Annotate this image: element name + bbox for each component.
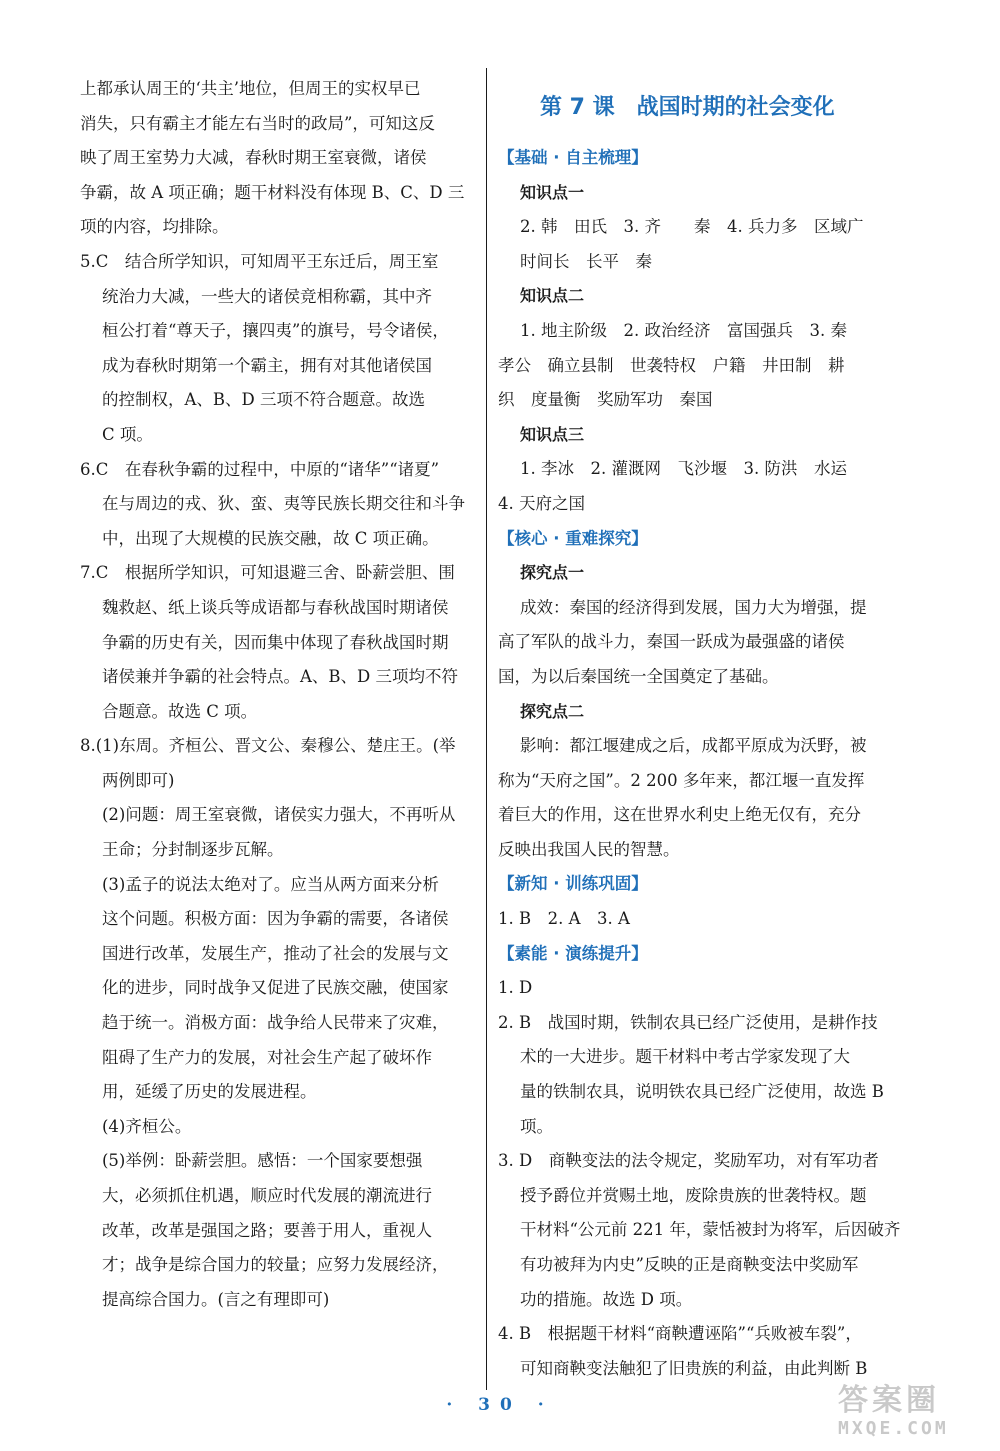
left-text-line: 在与周边的戎、狄、蛮、夷等民族长期交往和斗争	[102, 494, 465, 514]
right-text-line: 2. 韩 田氏 3. 齐 秦 4. 兵力多 区域广	[520, 217, 864, 237]
left-text-line: 才；战争是综合国力的较量；应努力发展经济，	[102, 1255, 449, 1275]
subsection-heading: 知识点一	[520, 182, 585, 202]
left-text-line: 项的内容，均排除。	[80, 217, 229, 237]
left-text-line: 争霸，故 A 项正确；题干材料没有体现 B、C、D 三	[80, 182, 465, 202]
right-text-line: 1. 地主阶级 2. 政治经济 富国强兵 3. 秦	[520, 320, 847, 340]
left-text-line: 争霸的历史有关，因而集中体现了春秋战国时期	[102, 632, 449, 652]
subsection-heading: 探究点一	[520, 563, 585, 583]
right-text-line: 织 度量衡 奖励军功 秦国	[498, 390, 713, 410]
left-text-line: 5.C 结合所学知识，可知周平王东迁后，周王室	[80, 251, 439, 271]
right-text-line: 高了军队的战斗力，秦国一跃成为最强盛的诸侯	[498, 632, 845, 652]
left-text-line: 8.(1)东周。齐桓公、晋文公、秦穆公、楚庄王。(举	[80, 736, 456, 756]
right-text-line: 4. B 根据题干材料“商鞅遭诬陷”“兵败被车裂”，	[498, 1324, 862, 1344]
left-text-line: 桓公打着“尊天子，攘四夷”的旗号，号令诸侯，	[102, 321, 449, 341]
right-text-line: 4. 天府之国	[498, 493, 585, 513]
right-text-line: 1. D	[498, 978, 533, 998]
left-text-line: 这个问题。积极方面：因为争霸的需要，各诸侯	[102, 909, 449, 929]
left-text-line: 6.C 在春秋争霸的过程中，中原的“诸华”“诸夏”	[80, 459, 440, 479]
left-text-line: 诸侯兼并争霸的社会特点。A、B、D 三项均不符	[102, 667, 459, 687]
watermark-logo	[838, 1384, 988, 1446]
lesson-title: 第 7 课 战国时期的社会变化	[540, 95, 835, 120]
section-heading: 【核心 · 重难探究】	[498, 528, 648, 548]
left-text-line: 合题意。故选 C 项。	[102, 701, 258, 721]
page-number: · 30 ·	[446, 1395, 554, 1415]
left-text-line: 两例即可)	[102, 770, 175, 790]
right-text-line: 授予爵位并赏赐土地，废除贵族的世袭特权。题	[520, 1185, 867, 1205]
watermark-text: 答案圈	[838, 1383, 940, 1418]
right-text-line: 2. B 战国时期，铁制农具已经广泛使用，是耕作技	[498, 1012, 878, 1032]
left-text-line: (5)举例：卧薪尝胆。感悟：一个国家要想强	[102, 1151, 423, 1171]
left-text-line: 用，延缓了历史的发展进程。	[102, 1082, 317, 1102]
right-text-line: 项。	[520, 1116, 553, 1136]
left-column	[80, 72, 478, 1317]
left-text-line: 国进行改革，发展生产，推动了社会的发展与文	[102, 943, 449, 963]
right-text-line: 孝公 确立县制 世袭特权 户籍 井田制 耕	[498, 355, 845, 375]
left-text-line: (3)孟子的说法太绝对了。应当从两方面来分析	[102, 874, 439, 894]
left-text-line: 中，出现了大规模的民族交融，故 C 项正确。	[102, 528, 439, 548]
right-text-line: 功的措施。故选 D 项。	[520, 1289, 693, 1309]
subsection-heading: 探究点二	[520, 701, 585, 721]
left-text-line: 提高综合国力。(言之有理即可)	[102, 1289, 330, 1309]
left-text-line: 化的进步，同时战争又促进了民族交融，使国家	[102, 978, 449, 998]
left-text-line: 映了周王室势力大减，春秋时期王室衰微，诸侯	[80, 148, 427, 168]
left-text-line: C 项。	[102, 424, 153, 444]
left-text-line: 的控制权，A、B、D 三项不符合题意。故选	[102, 390, 426, 410]
subsection-heading: 知识点二	[520, 286, 585, 306]
right-column	[498, 141, 918, 1386]
watermark-url: MXQE.COM	[838, 1418, 949, 1439]
right-text-line: 可知商鞅变法触犯了旧贵族的利益，由此判断 B	[520, 1358, 868, 1378]
right-text-line: 量的铁制农具，说明铁农具已经广泛使用，故选 B	[520, 1082, 884, 1102]
left-text-line: 成为春秋时期第一个霸主，拥有对其他诸侯国	[102, 355, 432, 375]
right-text-line: 影响：都江堰建成之后，成都平原成为沃野，被	[520, 736, 867, 756]
right-text-line: 1. 李冰 2. 灌溉网 飞沙堰 3. 防洪 水运	[520, 459, 847, 479]
left-text-line: 魏救赵、纸上谈兵等成语都与春秋战国时期诸侯	[102, 597, 449, 617]
left-text-line: 趋于统一。消极方面：战争给人民带来了灾难，	[102, 1013, 449, 1033]
section-heading: 【基础 · 自主梳理】	[498, 148, 648, 167]
section-heading: 【新知 · 训练巩固】	[498, 874, 648, 894]
right-text-line: 3. D 商鞅变法的法令规定，奖励军功，对有军功者	[498, 1151, 879, 1171]
left-text-line: (2)问题：周王室衰微，诸侯实力强大，不再听从	[102, 805, 456, 825]
left-text-line: 改革，改革是强国之路；要善于用人，重视人	[102, 1220, 432, 1240]
left-text-line: 消失，只有霸主才能左右当时的政局”，可知这反	[80, 113, 435, 133]
right-text-line: 时间长 长平 秦	[520, 251, 652, 271]
right-text-line: 术的一大进步。题干材料中考古学家发现了大	[520, 1047, 850, 1067]
right-text-line: 有功被拜为内史”反映的正是商鞅变法中奖励军	[520, 1255, 859, 1274]
right-text-line: 反映出我国人民的智慧。	[498, 839, 680, 859]
section-heading: 【素能 · 演练提升】	[498, 943, 648, 963]
left-text-line: 上都承认周王的‘共主’地位，但周王的实权早已	[80, 79, 421, 98]
left-text-line: (4)齐桓公。	[102, 1116, 192, 1136]
left-text-line: 统治力大减，一些大的诸侯竞相称霸，其中齐	[102, 286, 432, 306]
subsection-heading: 知识点三	[520, 424, 585, 444]
left-text-line: 阻碍了生产力的发展，对社会生产起了破坏作	[102, 1047, 432, 1067]
right-text-line: 称为“天府之国”。2 200 多年来，都江堰一直发挥	[498, 770, 865, 790]
right-text-line: 着巨大的作用，这在世界水利史上绝无仅有，充分	[498, 805, 861, 825]
column-divider	[486, 68, 487, 1390]
left-text-line: 7.C 根据所学知识，可知退避三舍、卧薪尝胆、围	[80, 563, 455, 583]
left-text-line: 大，必须抓住机遇，顺应时代发展的潮流进行	[102, 1186, 432, 1205]
right-text-line: 1. B 2. A 3. A	[498, 909, 630, 929]
right-text-line: 干材料“公元前 221 年，蒙恬被封为将军，后因破齐	[520, 1220, 901, 1240]
right-text-line: 国，为以后秦国统一全国奠定了基础。	[498, 666, 779, 686]
left-text-line: 王命；分封制逐步瓦解。	[102, 840, 284, 860]
right-text-line: 成效：秦国的经济得到发展，国力大为增强，提	[520, 597, 867, 617]
